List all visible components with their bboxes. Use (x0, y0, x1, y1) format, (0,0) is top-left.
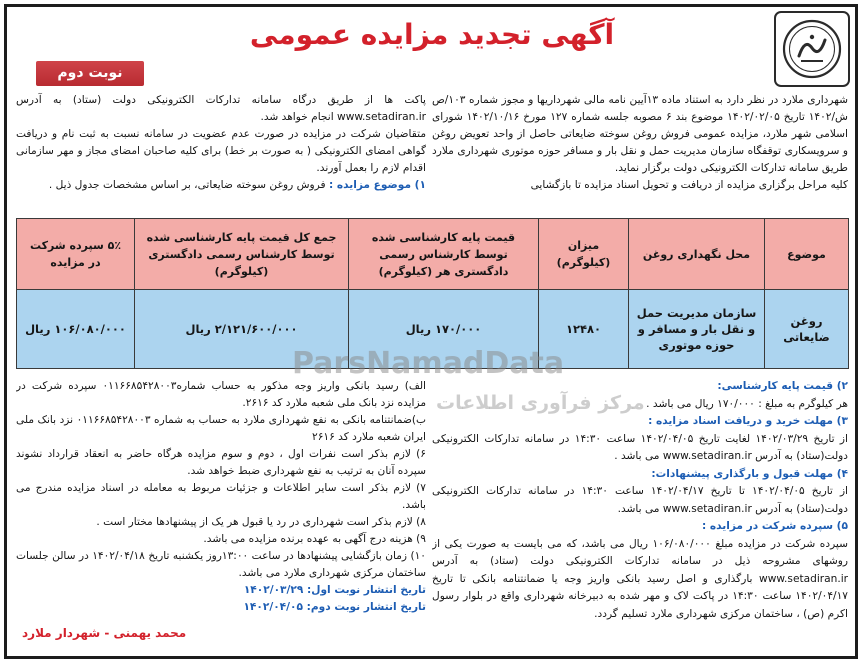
subject-text: فروش روغن سوخته ضایعاتی، بر اساس مشخصات جدول ذیل . (48, 179, 326, 191)
watermark-caption: مرکز فرآوری اطلاعات (436, 392, 645, 414)
terms-right-column (432, 378, 848, 650)
publication-round-badge: نوبت دوم (36, 61, 144, 86)
subject-line (16, 177, 426, 194)
documents-deadline-text: از تاریخ ۱۴۰۲/۰۳/۲۹ لغایت تاریخ ۱۴۰۲/۰۴/۰۵ ساعت ۱۴:۳۰ در سامانه تدارکات الکترونیکی دولت(ستاد) به آدرس www.setadiran.ir می باشد . (432, 432, 848, 462)
submission-paragraph: پاکت ها از طریق درگاه سامانه تدارکات الکترونیکی دولت (ستاد) به آدرس www.setadiran.ir انجام خواهد شد. (16, 94, 426, 123)
deposit-heading: ۵) سپرده شرکت در مزایده : (701, 520, 848, 532)
intro-continued-line: کلیه مراحل برگزاری مزایده از دریافت و تحویل اسناد مزایده تا بازگشایی (530, 179, 848, 191)
first-publication-date (16, 582, 426, 599)
table-header-row (17, 219, 849, 290)
municipality-emblem-icon (781, 18, 843, 80)
list-item: ۱۰) زمان بازگشایی پیشنهادها در ساعت ۱۳:۰۰روز یکشنبه تاریخ ۱۴۰۲/۰۴/۱۸ در سالن جلسات ساختمان مرکزی شهرداری ملارد می باشد. (16, 550, 426, 579)
documents-deadline-heading: ۳) مهلت خرید و دریافت اسناد مزایده : (648, 415, 848, 427)
header-total-base-price: جمع کل قیمت پایه کارشناسی شده توسط کارشناس رسمی دادگستری (کیلوگرم) (135, 219, 349, 290)
municipality-logo (774, 11, 850, 87)
notice-title: آگهی تجدید مزایده عمومی (249, 18, 615, 51)
cell-subject: روغن ضایعاتی (765, 290, 849, 369)
list-item: ۷) لازم بذکر است سایر اطلاعات و جزئیات مربوط به معامله در اسناد مزایده مندرج می باشد. (16, 482, 426, 511)
list-item: ۹) هزینه درج آگهی به عهده برنده مزایده می باشد. (203, 533, 426, 545)
header-subject: موضوع (765, 219, 849, 290)
base-price-heading: ۲) قیمت پایه کارشناسی: (717, 380, 848, 392)
first-publication-value: ۱۴۰۲/۰۳/۲۹ (243, 584, 304, 596)
base-price-text: هر کیلوگرم به مبلغ : ۱۷۰/۰۰۰ ریال می باشد . (646, 397, 848, 410)
intro-right-column (432, 92, 848, 216)
second-publication-value: ۱۴۰۲/۰۴/۰۵ (243, 601, 303, 613)
header-storage-location: محل نگهداری روغن (629, 219, 765, 290)
watermark-brand: ParsNamadData (292, 346, 565, 381)
list-item: ۸) لازم بذکر است شهرداری در رد یا قبول هر یک از پیشنهادها مختار است . (96, 516, 426, 528)
list-item: ۶) لازم بذکر است نفرات اول ، دوم و سوم مزایده هرگاه حاضر به انعقاد قرارداد نشوند سپرده آنان به ترتیب به نفع شهرداری ضبط خواهد شد. (16, 448, 426, 477)
second-publication-label: تاریخ انتشار نوبت دوم: (306, 601, 426, 613)
header-deposit: ۵٪ سپرده شرکت در مزایده (17, 219, 135, 290)
mayor-signature: محمد یهمنی - شهردار ملارد (22, 626, 187, 640)
first-publication-label: تاریخ انتشار نوبت اول: (307, 584, 426, 596)
cell-total-base-price: ۲/۱۲۱/۶۰۰/۰۰۰ ریال (135, 290, 349, 369)
header-quantity: میزان (کیلوگرم) (539, 219, 629, 290)
subject-label: ۱) موضوع مزایده : (328, 179, 426, 191)
table-row (17, 290, 849, 369)
registration-paragraph: متقاضیان شرکت در مزایده در صورت عدم عضویت در سامانه نسبت به ثبت نام و دریافت گواهی امضای الکترونیکی ( به صورت بر خط) برای کلیه صاحبان امضای مجاز و مهر سازمانی اقدام لازم را بعمل آورند. (16, 128, 426, 174)
intro-paragraph: شهرداری ملارد در نظر دارد به استناد ماده ۱۳آیین نامه مالی شهرداریها و مجوز شماره ۱۰۳/ص ش/۱۴۰۲ تاریخ ۱۴۰۲/۰۲/۰۵ موضوع بند ۶ مصوبه جلسه شماره ۱۲۷ مورخ ۱۴۰۲/۱۰/۱۶ شورای اسلامی شهر ملارد، مزایده عمومی فروش روغن سوخته ضایعاتی حاصل از واحد تعویض روغن و سرویسکاری توقفگاه سازمان مدیریت حمل و نقل بار و مسافر حوزه موتوری شهرداری ملارد طریق سامانه تدارکات الکترونیکی دولت برگزار نماید. (432, 94, 848, 174)
list-item: ب)ضمانتنامه بانکی به نفع شهرداری ملارد به حساب به شماره ۰۱۱۶۶۸۵۴۲۸۰۰۳ نزد بانک ملی ایران شعبه ملارد کد ۲۶۱۶ (16, 414, 426, 443)
cell-deposit: ۱۰۶/۰۸۰/۰۰۰ ریال (17, 290, 135, 369)
auction-specs-table (16, 218, 849, 369)
cell-storage-location: سازمان مدیریت حمل و نقل بار و مسافر و حوزه موتوری (629, 290, 765, 369)
header-unit-base-price: قیمت پایه کارشناسی شده توسط کارشناس رسمی دادگستری هر (کیلوگرم) (349, 219, 539, 290)
cell-unit-base-price: ۱۷۰/۰۰۰ ریال (349, 290, 539, 369)
intro-left-column (16, 92, 426, 216)
cell-quantity: ۱۲۴۸۰ (539, 290, 629, 369)
second-publication-date (16, 599, 426, 616)
list-item: الف) رسید بانکی واریز وجه مذکور به حساب شماره۰۱۱۶۶۸۵۴۲۸۰۰۳ سپرده شرکت در مزایده نزد بانک ملی شعبه ملارد کد ۲۶۱۶. (16, 380, 426, 409)
deposit-text: سپرده شرکت در مزایده مبلغ ۱۰۶/۰۸۰/۰۰۰ ریال می باشد، که می بایست به صورت یکی از روشهای مشروحه ذیل در سامانه تدارکات الکترونیکی دولت (ستاد) به آدرس www.setadiran.ir بارگذاری و اصل رسید بانکی واریز وجه یا ضمانتنامه بانکی تا تاریخ ۱۴۰۲/۰۴/۱۷ ساعت ۱۴:۳۰ در پاکت لاک و مهر شده به دبیرخانه شهرداری واقع در بلوار رسول اکرم (ص) ، ساختمان مرکزی شهرداری ملارد تسلیم گردد. (432, 537, 848, 620)
bids-deadline-text: از تاریخ ۱۴۰۲/۰۴/۰۵ تا تاریخ ۱۴۰۲/۰۴/۱۷ ساعت ۱۴:۳۰ در سامانه تدارکات الکترونیکی دولت(ستاد) به آدرس www.setadiran.ir می باشد. (432, 485, 848, 515)
terms-left-column (16, 378, 426, 622)
bids-deadline-heading: ۴) مهلت قبول و بارگذاری پیشنهادات: (651, 467, 848, 480)
